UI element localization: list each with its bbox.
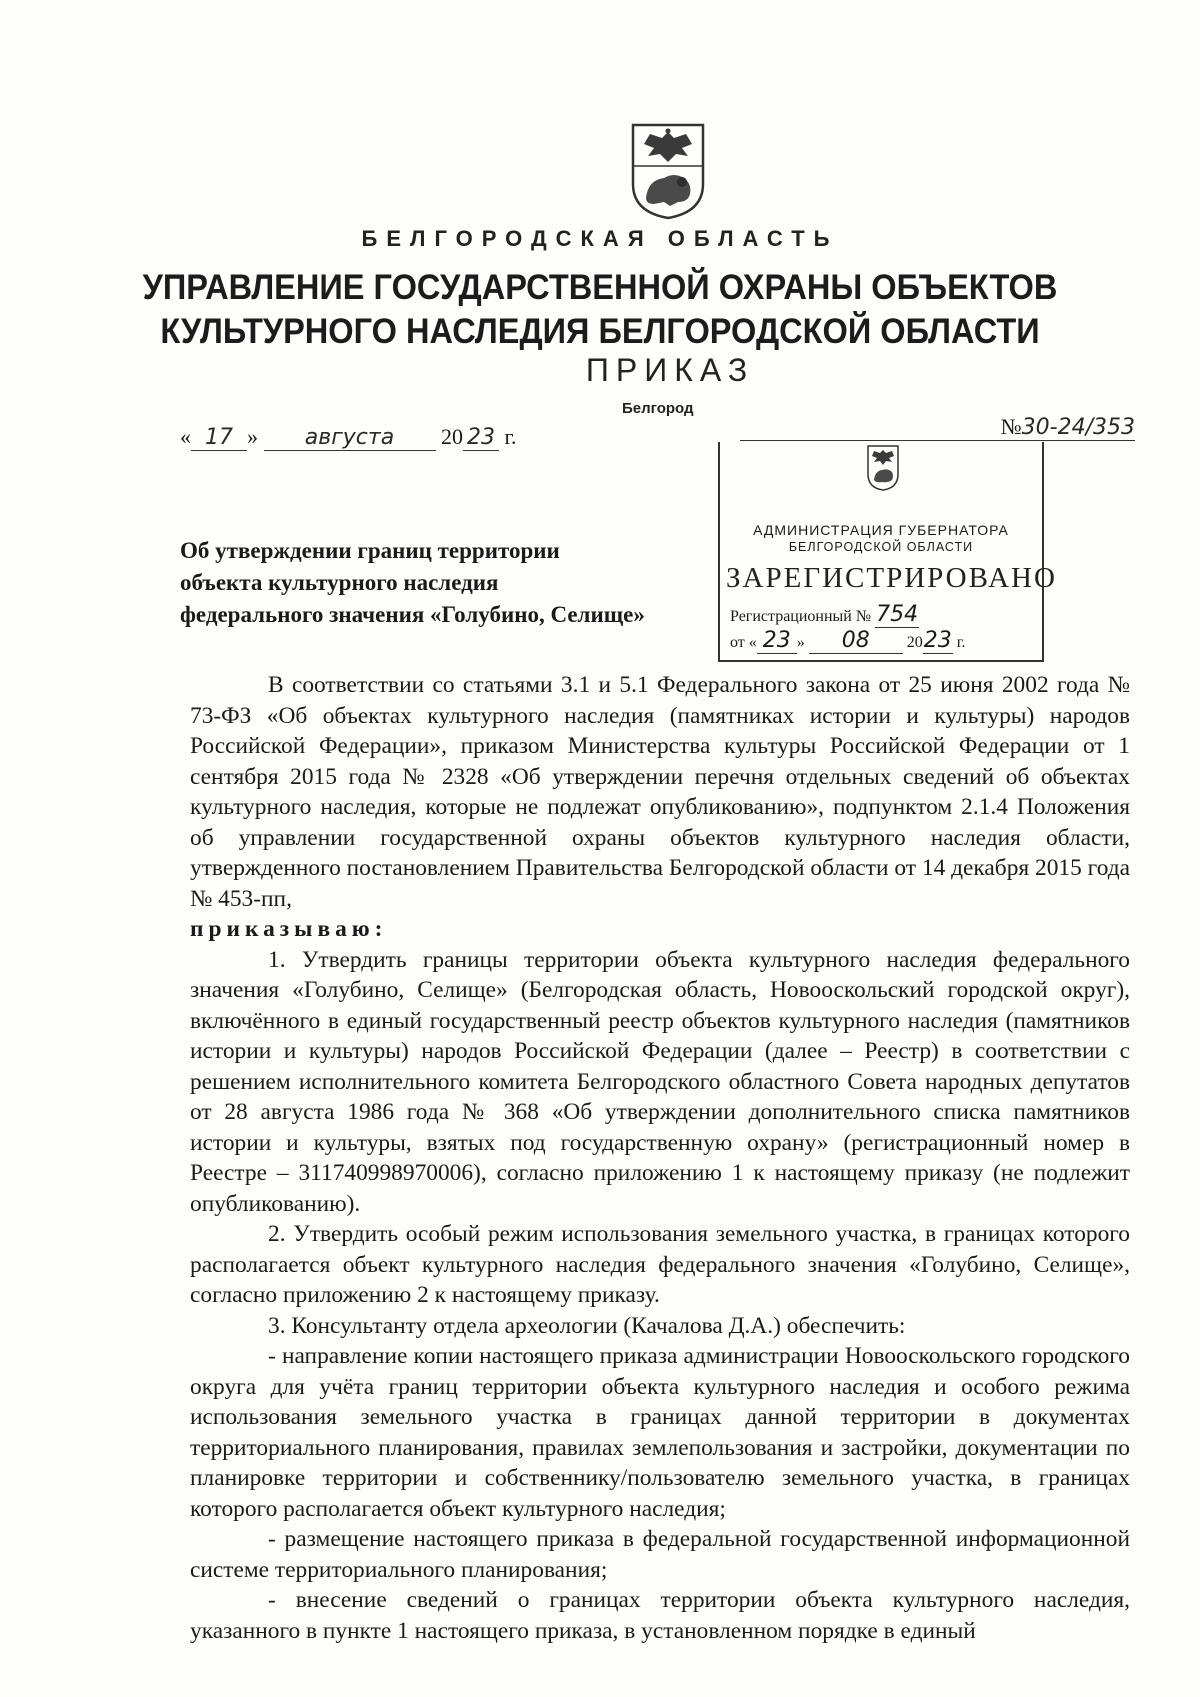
stamp-org-line-1: АДМИНИСТРАЦИЯ ГУБЕРНАТОРА [753,522,1009,538]
document-body [190,670,1130,1646]
stamp-emblem-icon [866,444,900,492]
number-prefix: № [1000,414,1022,439]
item-2-paragraph: 2. Утвердить особый режим использования земельного участка, в границах которого располагается объект культурного наследия федерального значения «Голубино, Селище», согласно приложению 2 к настоящему приказу. [190,1221,1130,1308]
date-month: августа [264,425,436,451]
item-3c-paragraph: - внесение сведений о границах территории объекта культурного наследия, указанного в пункте 1 настоящего приказа, в установленном порядке в единый [190,1587,1130,1644]
stamp-date-year-prefix: 20 [906,634,923,651]
order-number-line [740,414,1135,441]
date-year-suffix: 23 [463,425,499,451]
date-open-quote: « [180,424,191,449]
date-close-quote: » [247,424,258,449]
stamp-date [730,628,966,654]
order-date-line [180,424,517,451]
item-3-paragraph: 3. Консультанту отдела археологии (Качалова Д.А.) обеспечить: [268,1312,906,1339]
coat-of-arms-emblem [630,122,706,220]
stamp-registration-number [730,602,919,628]
registration-stamp [718,442,1057,662]
stamp-reg-label: Регистрационный № [730,608,872,625]
stamp-date-month: 08 [809,628,903,654]
agency-name-line-2: КУЛЬТУРНОГО НАСЛЕДИЯ БЕЛГОРОДСКОЙ ОБЛАСТИ [160,312,1040,351]
item-1-paragraph: 1. Утвердить границы территории объекта культурного наследия федерального значения «Голубино, Селище» (Белгородская область, Новооскольский городской округ), включённого в единый государственный реестр объектов культурного наследия (памятников истории и культуры) народов Российской Федерации (далее – Реестр) в соответствии с решением исполнительного комитета Белгородского областного Совета народных депутатов от 28 августа 1986 года № 368 «Об утверждении дополнительного списка памятников истории и культуры, взятых под государственную охрану» (регистрационный номер в Реестре – 311740998970006), согласно приложению 1 к настоящему приказу (не подлежит опубликованию). [190,946,1130,1217]
title-line-3: федерального значения «Голубино, Селище» [180,602,645,627]
stamp-org-line-2: БЕЛГОРОДСКОЙ ОБЛАСТИ [788,540,974,554]
date-year-unit: г. [504,424,517,449]
date-day: 17 [191,425,247,451]
item-3a-paragraph: - направление копии настоящего приказа администрации Новооскольского городского округа для учёта границ территории объекта культурного наследия и особого режима использования земельного участка в границах данной территории в документах территориального планирования, правилах землепользования и застройки, документации по планировке территории и собственнику/пользователю земельного участка, в границах которого располагается объект культурного наследия; [190,1343,1130,1522]
stamp-registered-label: ЗАРЕГИСТРИРОВАНО [726,562,1057,594]
item-3b-paragraph: - размещение настоящего приказа в федеральной государственной информационной системе территориального планирования; [190,1526,1130,1583]
stamp-date-year-suffix: 23 [923,628,952,653]
stamp-date-close: » [796,634,805,651]
document-type: ПРИКАЗ [585,352,755,388]
agency-name-line-1: УПРАВЛЕНИЕ ГОСУДАРСТВЕННОЙ ОХРАНЫ ОБЪЕКТОВ [142,268,1058,307]
document-title [180,535,700,631]
stamp-date-year-unit: г. [956,634,966,651]
title-line-1: Об утверждении границ территории [180,538,560,563]
order-word: приказываю: [190,916,388,942]
city-name: Белгород [622,400,694,417]
agency-name [42,266,1158,354]
stamp-reg-number: 754 [876,602,919,627]
order-number: 30-24/353 [1021,415,1135,440]
region-name: БЕЛГОРОДСКАЯ ОБЛАСТЬ [361,226,839,251]
preamble-paragraph: В соответствии со статьями 3.1 и 5.1 Федерального закона от 25 июня 2002 года № 73-ФЗ «Об объектах культурного наследия (памятниках истории и культуры) народов Российской Федерации», приказом Министерства культуры Российской Федерации от 1 сентября 2015 года № 2328 «Об утверждении перечня отдельных сведений об объектах культурного наследия, которые не подлежат опубликованию», подпунктом 2.1.4 Положения об управлении государственной охраны объектов культурного наследия области, утвержденного постановлением Правительства Белгородской области от 14 декабря 2015 года № 453-пп, [190,672,1130,912]
stamp-date-day: 23 [757,628,797,654]
date-year-prefix: 20 [441,424,463,449]
stamp-date-from: от « [730,634,757,651]
title-line-2: объекта культурного наследия [180,570,499,595]
